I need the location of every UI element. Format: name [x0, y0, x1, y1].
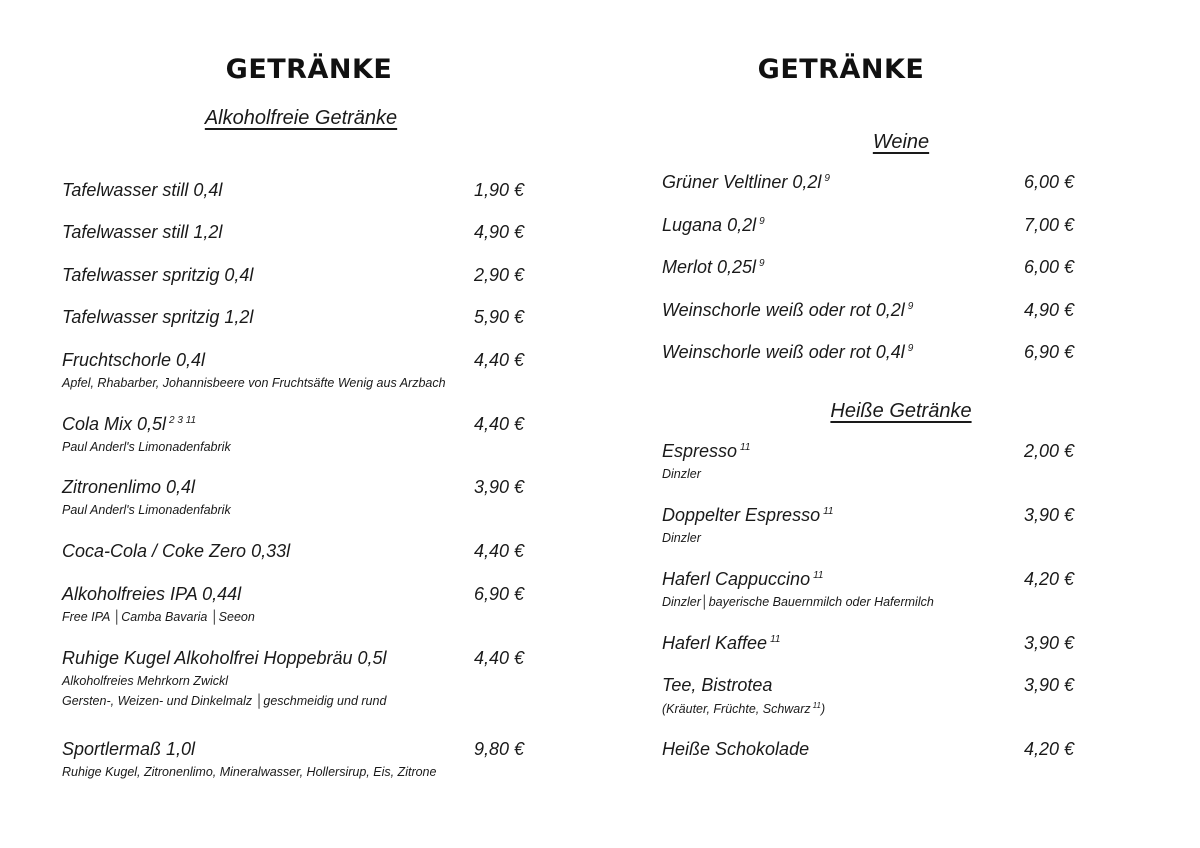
item-price: 1,90 € — [474, 180, 525, 200]
item-name: Tafelwasser spritzig 1,2l — [62, 307, 254, 327]
page-title-right: GETRÄNKE — [757, 54, 925, 85]
allergen-superscript: 11 — [770, 634, 781, 645]
item-name: Weinschorle weiß oder rot 0,2l $^9$ — [662, 300, 914, 320]
item-name: Coca-Cola / Coke Zero 0,33l — [62, 541, 291, 561]
allergen-superscript: 11 — [740, 442, 751, 453]
item-price: 3,90 € — [1024, 675, 1075, 695]
item-name: Tafelwasser still 0,4l — [62, 180, 223, 200]
allergen-superscript: 9 — [759, 216, 765, 227]
section-title-non-alcoholic: Alkoholfreie Getränke — [204, 107, 398, 129]
item-name: Espresso $^{11}$ — [662, 441, 751, 461]
item-price: 4,40 € — [474, 414, 525, 434]
item-name: Grüner Veltliner 0,2l $^9$ — [662, 172, 830, 192]
allergen-superscript: 9 — [759, 258, 765, 269]
item-description-secondary: Gersten-, Weizen- und Dinkelmalz │geschmeidig und rund — [62, 694, 387, 708]
item-name: Zitronenlimo 0,4l — [62, 477, 196, 497]
item-price: 4,20 € — [1024, 569, 1075, 589]
item-description: Free IPA │Camba Bavaria │Seeon — [62, 610, 255, 624]
item-price: 6,90 € — [474, 584, 525, 604]
section-title-wines: Weine — [872, 131, 930, 153]
item-description: Alkoholfreies Mehrkorn Zwickl — [62, 674, 229, 688]
allergen-superscript: 11 — [823, 506, 834, 517]
section-title-hot-drinks: Heiße Getränke — [830, 400, 972, 422]
item-price: 4,90 € — [1024, 300, 1075, 320]
item-price: 2,00 € — [1024, 441, 1075, 461]
item-price: 5,90 € — [474, 307, 525, 327]
item-name: Tafelwasser still 1,2l — [62, 222, 223, 242]
item-price: 4,90 € — [474, 222, 525, 242]
allergen-superscript: 11 — [812, 701, 821, 710]
allergen-superscript: 9 — [824, 173, 830, 184]
item-price: 9,80 € — [474, 739, 525, 759]
item-description: Paul Anderl's Limonadenfabrik — [62, 503, 231, 517]
item-name: Haferl Cappuccino $^{11}$ — [662, 569, 824, 589]
item-description: Ruhige Kugel, Zitronenlimo, Mineralwasser, Hollersirup, Eis, Zitrone — [62, 765, 437, 779]
item-name: Doppelter Espresso $^{11}$ — [662, 505, 834, 525]
item-price: 6,00 € — [1024, 257, 1075, 277]
item-name: Fruchtschorle 0,4l — [62, 350, 206, 370]
allergen-superscript: 2 3 11 — [169, 415, 197, 426]
item-name: Merlot 0,25l $^9$ — [662, 257, 765, 277]
allergen-superscript: 9 — [907, 301, 914, 312]
item-name: Weinschorle weiß oder rot 0,4l $^9$ — [662, 342, 914, 362]
item-price: 3,90 € — [1024, 505, 1075, 525]
item-price: 6,90 € — [1024, 342, 1075, 362]
item-price: 3,90 € — [1024, 633, 1075, 653]
item-name: Heiße Schokolade — [662, 739, 810, 759]
item-description: Dinzler — [662, 467, 701, 481]
item-price: 4,20 € — [1024, 739, 1075, 759]
item-name: Ruhige Kugel Alkoholfrei Hoppebräu 0,5l — [62, 648, 387, 668]
item-description: Paul Anderl's Limonadenfabrik — [62, 440, 231, 454]
item-price: 3,90 € — [474, 477, 525, 497]
item-name: Tafelwasser spritzig 0,4l — [62, 265, 254, 285]
item-name: Sportlermaß 1,0l — [62, 739, 196, 759]
item-description: Apfel, Rhabarber, Johannisbeere von Fruchtsäfte Wenig aus Arzbach — [62, 376, 446, 390]
item-price: 6,00 € — [1024, 172, 1075, 192]
page-title: GETRÄNKE — [225, 54, 393, 85]
allergen-superscript: 9 — [907, 343, 914, 354]
item-description: Dinzler — [662, 531, 701, 545]
item-price: 4,40 € — [474, 350, 525, 370]
item-name: Lugana 0,2l $^9$ — [662, 215, 765, 235]
item-name: Haferl Kaffee $^{11}$ — [662, 633, 781, 653]
item-name: Cola Mix 0,5l $^{2 3 11}$ — [62, 414, 197, 434]
item-name: Alkoholfreies IPA 0,44l — [62, 584, 242, 604]
item-description: (Kräuter, Früchte, Schwarz $^{11}$) — [662, 701, 826, 717]
item-description: Dinzler│bayerische Bauernmilch oder Hafermilch — [662, 595, 934, 609]
item-name: Tee, Bistrotea — [662, 675, 773, 695]
item-price: 2,90 € — [474, 265, 525, 285]
item-price: 4,40 € — [474, 648, 525, 668]
item-price: 4,40 € — [474, 541, 525, 561]
allergen-superscript: 11 — [813, 570, 824, 581]
item-price: 7,00 € — [1024, 215, 1075, 235]
